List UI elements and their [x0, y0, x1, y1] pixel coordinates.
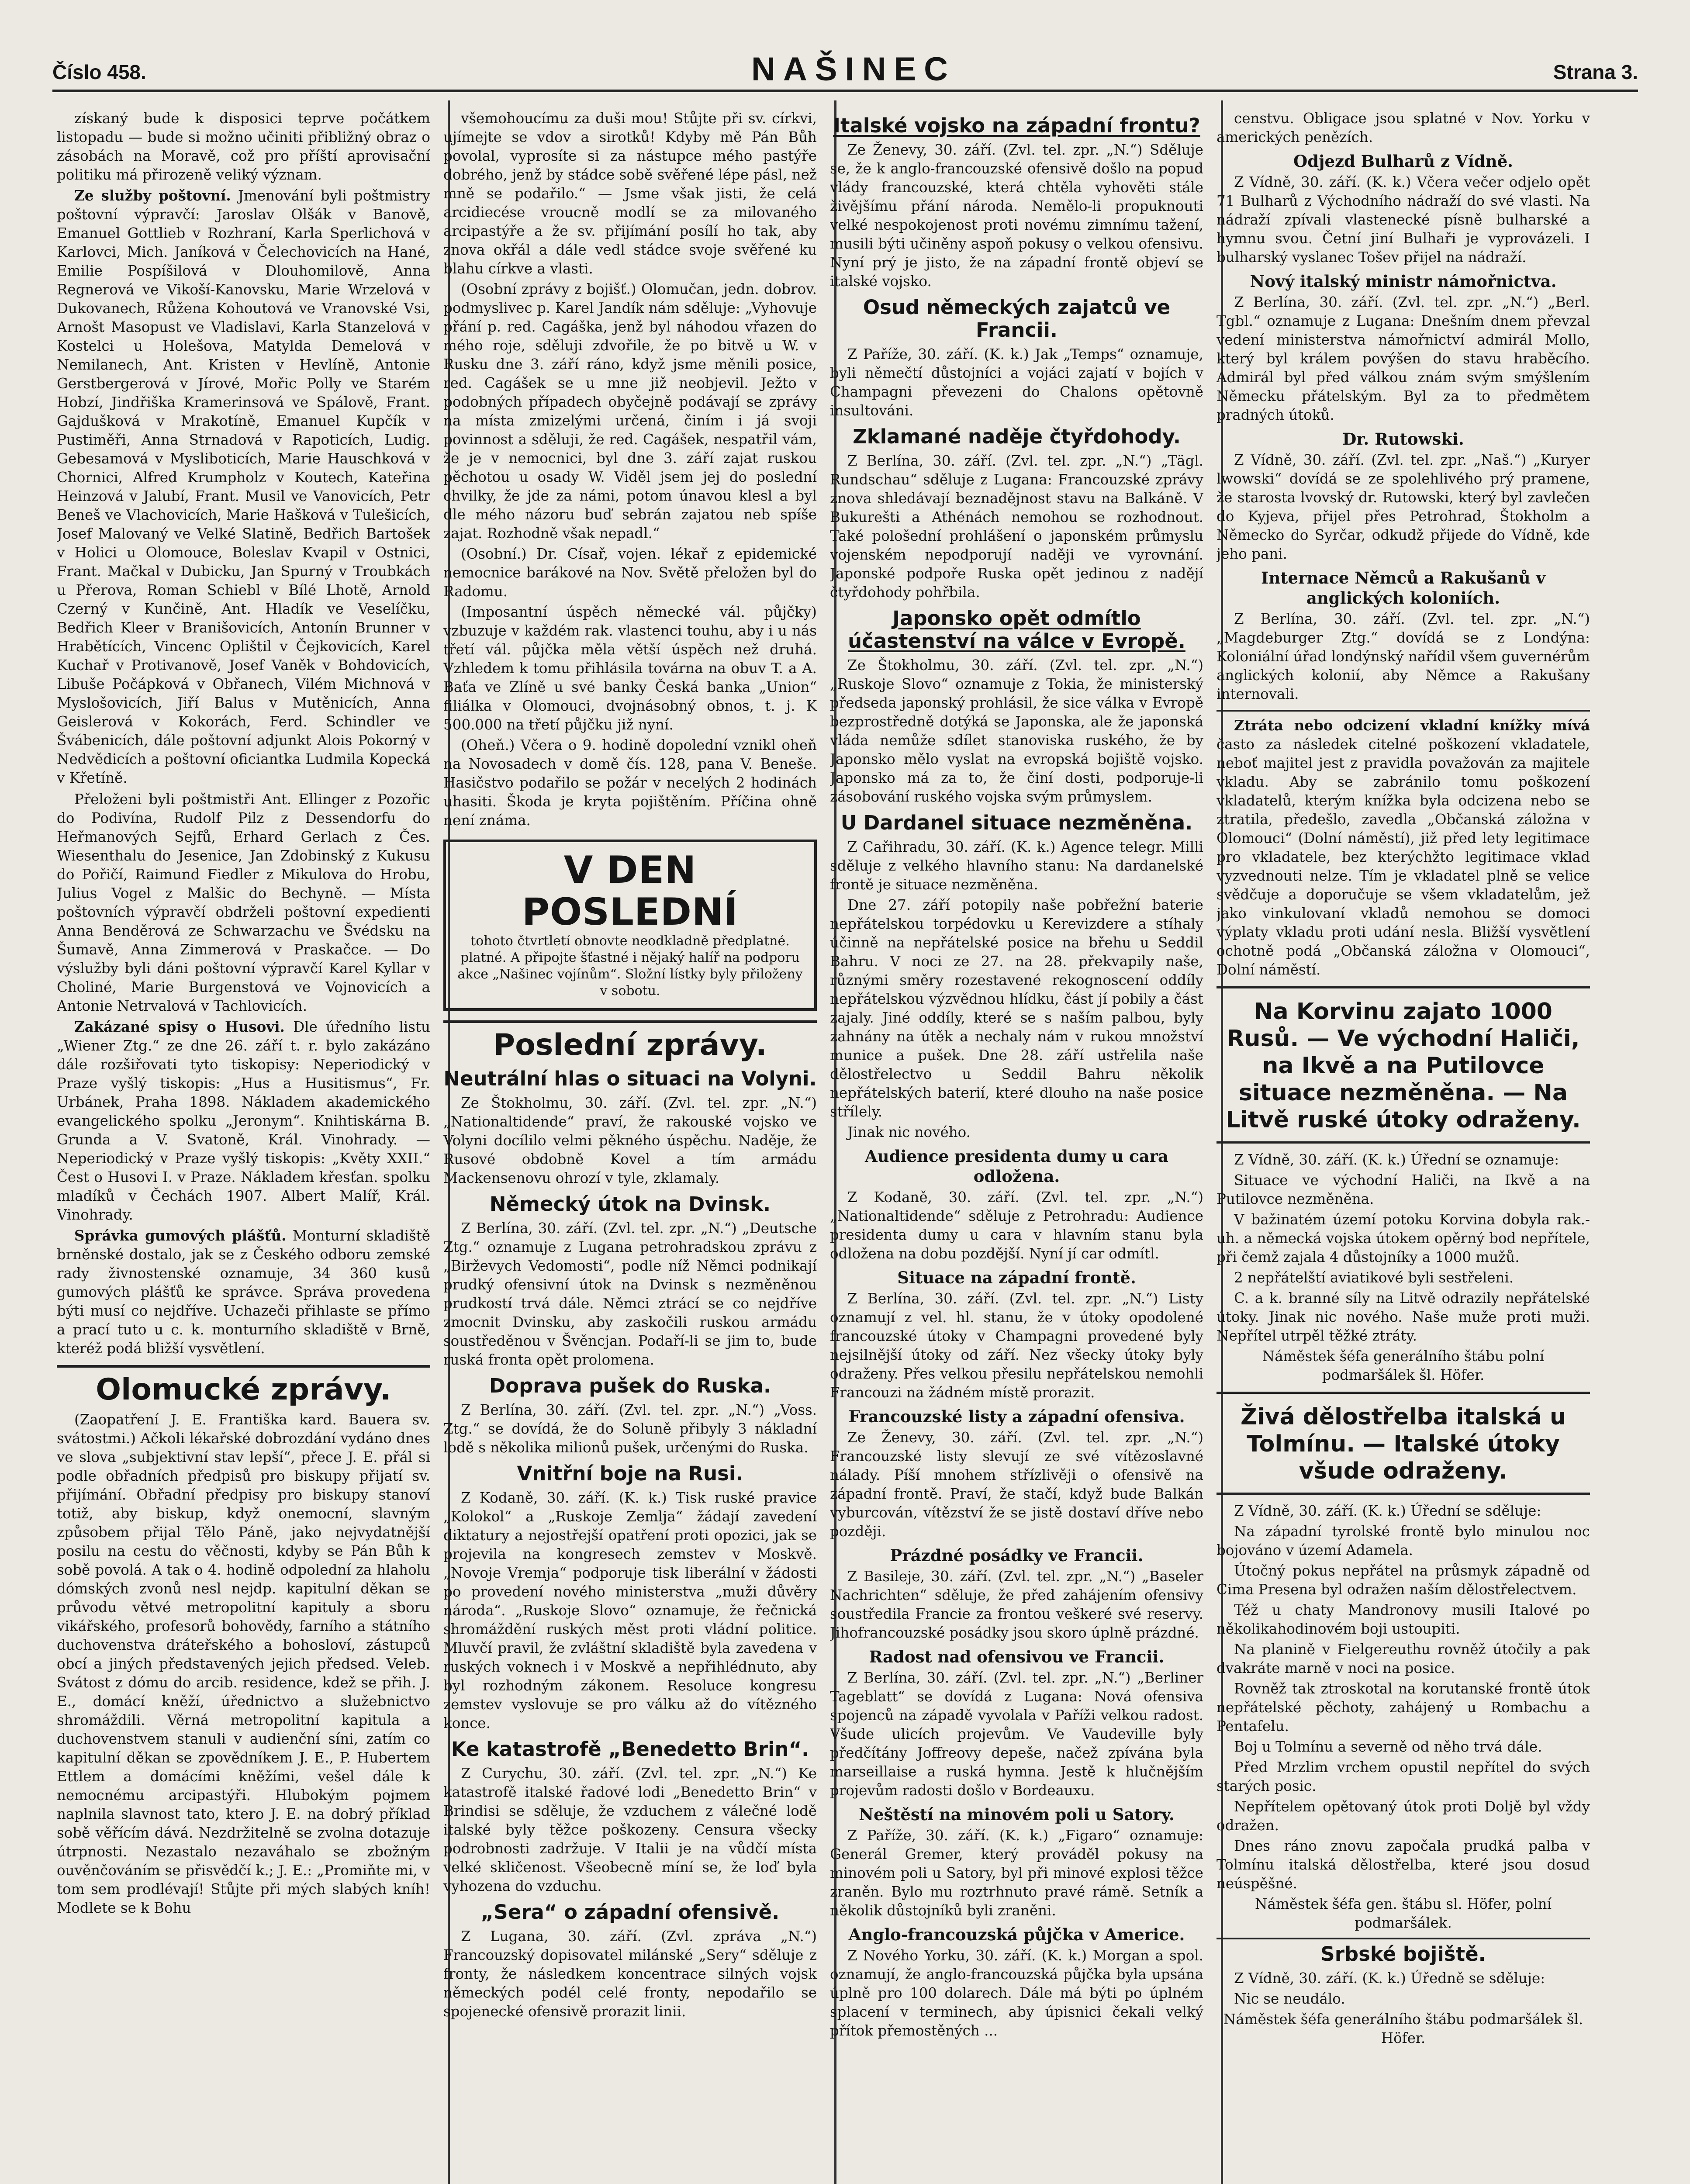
article-paragraph: Z Berlína, 30. září. (Zvl. tel. zpr. „N.“) „Berliner Tageblatt“ se dovídá z Lugana: Nová ofensiva spojenců na západě vyvolala v Paříži velkou radost. Všude ulicích projevům. Ve Vaudeville byly předčítány Joffreovy depeše, načež zpívána byla marseillaise a ruská hymna. Jestě k hlučnějším projevům radosti došlo v Bordeauxu. — [830, 1669, 1203, 1799]
article-headline: Internace Němců a Rakušanů v anglických koloniích. — [1261, 568, 1545, 608]
article-text: často za následek citelné poškození vkladatele, neboť majitel jest z pravidla považován za majitele vkladu. Aby se zabránilo tomu poškození vkladatelů, kterým knížka byla odcizena nebo se ztratila, předešlo, zavedla „Občanská záložna v Olomouci“ (Dolní náměstí), již před lety legitimace pro vkladatele, bez kterýchžto legitimace vklad vyzvednouti nelze. Tím je vkladatel plně se velice svědčuje a doporučuje se všem vkladatelům, jež jako vinkulovaní vkladů nemohou se domoci výplaty vkladu proti udání nesla. Bližší vysvětlení ochotně podá „Občanská záložna v Olomouci“, Dolní náměstí. — [1217, 736, 1590, 978]
article-paragraph: Ze Štokholmu, 30. září. (Zvl. tel. zpr. „N.“) „Ruskoje Slovo“ oznamuje z Tokia, že ministerský předseda japonský prohlásil, že sice válka v Evropě bezprostředně dotýká se Japonska, ale že japonská vláda nemůže sdílet stanoviska ruského, že by Japonsko mělo vyslat na evropská bojiště vojsko. Japonsko má za to, že činí dosti, podporuje-li zásobování ruského vojska svým průmyslem. — [830, 657, 1203, 805]
article-headline: U Dardanel situace nezměněna. — [840, 811, 1193, 834]
article-paragraph: Z Vídně, 30. září. (Zvl. tel. zpr. „Naš.“) „Kuryer lwowski“ dovídá se ze spolehlivého prý pramene, že starosta lvovský dr. Rutowski, který byl zavlečen do Kyjeva, přijel přes Petrohrad, Štokholm a Německo do Syrčar, odkudž přijede do Vídně, kde jeho pani. — [1217, 452, 1590, 562]
article-headline: Doprava pušek do Ruska. — [489, 1374, 771, 1397]
article-paragraph: Též u chaty Mandronovy musili Italové po několikahodinovém boji ustoupiti. — [1217, 1602, 1590, 1637]
article-paragraph: Ze Ženevy, 30. září. (Zvl. tel. zpr. „N.“) Sděluje se, že k anglo-francouzské ofensivě došlo na popud vlády francouzské, která chtěla vyhověti stále živějšímu přání národa. Nemělo-li propuknouti velké nespokojenost proti novému zimnímu tažení, musili býti učiněny aspoň pokusy o velkou ofensivu. Nyní prý je jisto, že na západní frontě objeví se italské vojsko. — [830, 142, 1203, 290]
article-headline: Neutrální hlas o situaci na Volyni. — [443, 1067, 817, 1090]
article-paragraph: Dnes ráno znovu započala prudká palba v Tolmínu italská dělostřelba, které jsou dosud neúspěšné. — [1217, 1838, 1590, 1892]
article-paragraph — [57, 186, 430, 788]
article-headline: Dr. Rutowski. — [1342, 429, 1464, 449]
article-paragraph: Ze Štokholmu, 30. září. (Zvl. tel. zpr. „N.“) „Nationaltidende“ praví, že rakouské vojsko ve Volyni docílilo velmi pěkného úspěchu. Naděje, že Rusové obdobně Kovel a tím armádu Mackensenovu ohrozí v tyle, zklamaly. — [443, 1095, 817, 1186]
article-paragraph — [1217, 710, 1590, 979]
article-paragraph: Z Cařihradu, 30. září. (K. k.) Agence telegr. Milli sděluje z velkého hlavního stanu: Na dardanelské frontě je situace nezměněna. — [830, 839, 1203, 893]
article-paragraph: Náměstek šéfa gen. štábu sl. Höfer, polní podmaršálek. — [1255, 1896, 1552, 1931]
article-paragraph: Z Vídně, 30. září. (K. k.) Úřední se oznamuje: — [1234, 1151, 1559, 1168]
column-1 — [57, 109, 430, 2184]
article-lead: Zakázané spisy o Husovi. — [74, 1018, 285, 1035]
article-paragraph: Z Kodaně, 30. září. (Zvl. tel. zpr. „N.“) „Nationaltidende“ sděluje z Petrohradu: Audience presidenta dumy u cara v hlavním stanu byla odložena na dobu pozdější. Nyní jí car odmítl. — [830, 1189, 1203, 1262]
article-paragraph: Z Basileje, 30. září. (Zvl. tel. zpr. „N.“) „Baseler Nachrichten“ sděluje, že před zahájením ofensivy soustředila Francie za frontou veškeré své reservy. Jihofrancouzské posádky jsou skoro úplně prázdné. — [830, 1568, 1203, 1641]
article-text: Dle úředního listu „Wiener Ztg.“ ze dne 26. září t. r. bylo zakázáno dále rozšiřovati tyto tiskopisy: Neperiodický v Praze vyšlý tiskopis: „Hus a Husitismus“, Fr. Urbánek, Praha 1898. Nákladem akademického evangelického spolku „Jeronym“. Knihtiskárna B. Grunda a V. Svatoně, Král. Vinohrady. — Neperiodický v Praze vyšlý tiskopis: „Květy XXII.“ Čest o Husovi I. v Praze. Nákladem křesťan. spolku mladíků v Čechách 1907. Albert Malíř, Král. Vinohrady. — [57, 1019, 430, 1223]
article-text: Jmenování byli poštmistry poštovní výpravčí: Jaroslav Olšák v Banově, Emanuel Gottlieb v Rozhraní, Karla Sperlichová v Karlovci, Mich. Janíková v Čelechovicích na Hané, Emilie Pospíšilová v Dlouhomilově, Anna Regnerová ve Vikoší-Kanovsku, Marie Wrzelová v Dukovanech, Růžena Kohoutová ve Vranovské Vsi, Arnošt Masopust ve Vladislavi, Karla Stanzelová v Kostelci u Holešova, Matylda Demelová v Nemilanech, Ant. Kristen v Hevlíně, Antonie Gerstbergerová v Jírové, Mořic Polly ve Starém Hobzí, Jindřiška Kramerinsová ve Spálově, Frant. Gajdušková v Mrakotíně, Emanuel Kupčík v Pustiměři, Anna Strnadová v Rapoticích, Ludig. Gebesamová v Mysliboticích, Marie Hauschková v Chornici, Alfred Krumpholz v Koutech, Kateřina Heinzová v Jalubí, Frant. Musil ve Vanovicích, Petr Beneš ve Vlachovicích, Marie Hašková v Tulešicích, Josef Malovaný ve Velké Slatině, Bedřich Bartošek v Holici u Olomouce, Boleslav Kvapil v Ostnici, Frant. Mačkal v Dubicku, Jan Spurný v Troubkách u Přerova, Roman Schiebl v Bílé Lhotě, Arnold Czerný v Kunčině, Ant. Hladík ve Veselíčku, Bedřich Kleer v Branišovicích, Antonín Brunner v Hrabětících, Vincenc Oplištil v Čejkovicích, Karel Kuchař v Protivanově, Josef Vaněk v Bohdovicích, Libuše Počápková v Obřanech, Vilém Michnová v Myslošovicích, Jiří Balus v Mutěnicích, Anna Geislerová v Kokorách, Ferd. Schindler ve Švábenicích, dále poštovní adjunkt Alois Pokorný v Nedvědicích a poštovní oficiantka Ludmila Kopecká v Křetíně. — [57, 187, 430, 786]
article-paragraph: Na západní tyrolské frontě bylo minulou noc bojováno v území Adamela. — [1217, 1523, 1590, 1559]
article-headline: Zklamané naděje čtyřdohody. — [853, 425, 1181, 448]
article-paragraph: Z Nového Yorku, 30. září. (K. k.) Morgan a spol. oznamují, že anglo-francouzská půjčka byla upsána úplně pro 100 dolarech. Dále má býti po úplném splacení v terminech, aby úpisnici čekali velký přítok přemostěných ... — [830, 1947, 1203, 2039]
article-text: Monturní skladiště brněnské dostalo, jak se z Českého odboru zemské rady živnostenské oznamuje, 34 360 kusů gumových plášťů ke správce. Správa provedena býti musí co nejdříve. Uchazeči přihlaste se přímo a prací tuto u c. k. monturního skladiště v Brně, kteréž podá bližší vysvětlení. — [57, 1227, 430, 1357]
article-paragraph: Jinak nic nového. — [847, 1124, 971, 1140]
page-header — [52, 48, 1638, 92]
article-paragraph: Z Berlína, 30. září. (Zvl. tel. zpr. „N.“) „Tägl. Rundschau“ sděluje z Lugana: Francouzské zprávy znova shledávají beznadějnost stavu na Balkáně. V Bukurešti a Athénách nemohou se rozhodnout. Také pološední prohlášení o japonském průmyslu vojenském nepodporují naději ve vyrovnání. Japonské podpoře Ruska opět jedinou z nadějí čtyřdohody pohřbila. — [830, 453, 1203, 601]
article-paragraph: Z Vídně, 30. září. (K. k.) Úředně se sděluje: — [1234, 1970, 1545, 1987]
article-headline: Italské vojsko na západní frontu? — [833, 114, 1200, 137]
article-paragraph: získaný bude k disposici teprve počátkem listopadu — bude si možno učiniti přibližný obraz o zásobách na Moravě, což pro příští aprovisační politiku má přirozeně veliký význam. — [57, 110, 430, 183]
article-paragraph: Z Kodaně, 30. září. (K. k.) Tisk ruské pravice „Kolokol“ a „Ruskoje Zemlja“ žádají zavedení diktatury a nejostřejší opatření proti opozici, jak se projevila na kongresech zemstev v Moskvě. „Novoje Vremja“ podporuje tisk liberální v žádosti po provedení nového ministerstva „muži důvěry národa“. „Ruskoje Slovo“ oznamuje, že řečnická shromáždění ruských měst proti vládní politice. Mluvčí pravil, že zvláštní skladiště byla zavedena v ruských voknech i v Moskvě a nepřihlédnuto, aby byl rozhodným zákonem. Resoluce kongresu zemstev vyslovuje se pro válku až do vítězného konce. — [443, 1489, 817, 1731]
article-paragraph: Z Berlína, 30. září. (Zvl. tel. zpr. „N.“) „Deutsche Ztg.“ oznamuje z Lugana petrohradskou zprávu z „Birževych Vedomosti“, podle níž Němci podnikají prudký ofensivní útok na Dvinsk s nezměněnou prudkostí trvá dále. Němci ztrácí se co nejdříve zmocnit Dvinsku, aby zaskočili ruskou armádu soustředěnou v Švěncjan. Podaří-li se jim to, bude ruská fronta opět prolomena. — [443, 1220, 817, 1368]
column-2 — [443, 109, 817, 2184]
article-paragraph — [57, 1017, 430, 1224]
subscription-notice-box — [443, 840, 817, 1011]
column-3 — [830, 109, 1203, 2184]
article-headline: Francouzské listy a západní ofensiva. — [848, 1407, 1185, 1426]
issue-number: Číslo 458. — [52, 61, 146, 83]
article-paragraph: Ze Ženevy, 30. září. (Zvl. tel. zpr. „N.“) Francouzské listy slevují ze své vítězoslavné nálady. Píší mnohem střízlivěji o ofensivě na západní frontě. Praví, že stačí, když bude Balkán vyburcován, vítězství že se jistě dostaví dříve nebo později. — [830, 1429, 1203, 1540]
notice-title: V DEN POSLEDNÍ — [522, 848, 738, 934]
article-paragraph: Náměstek šéfa generálního štábu podmaršálek šl. Höfer. — [1223, 2011, 1583, 2046]
article-paragraph: Z Lugana, 30. září. (Zvl. zpráva „N.“) Francouzský dopisovatel milánské „Sery“ sděluje z fronty, že následkem koncentrace silných vojsk německých podél celé fronty, nepodařilo se spojenecké ofensivě prorazit linii. — [443, 1928, 817, 2020]
article-paragraph: (Osobní zprávy z bojišť.) Olomučan, jedn. dobrov. podmyslivec p. Karel Jandík nám sděluje: „Vyhovuje přání p. red. Cagáška, jenž byl náhodou vřazen do mého roje, sděluji zdvořile, že po bitvě u W. v Rusku dne 3. září ráno, když jsme měnili posice, red. Cagášek se u mne již neobjevil. Ježto v podobných případech obyčejně podávají se zprávy na místa zmizelými určená, činím i já svoji povinnost a sděluji, že red. Cagášek, nespatřil vám, že je v nemocnici, byl dne 3. září zajat ruskou pěchotou u osady W. Viděl jsem jej do poslední chvilky, že jde za námi, potom únavou klesl a byl dle mého názoru buď sebrán zajatou neb spíše zajat. Rozhodně však nepadl.“ — [443, 281, 817, 542]
article-lead: Správka gumových plášťů. — [74, 1227, 287, 1244]
article-headline: Situace na západní frontě. — [897, 1268, 1136, 1287]
article-paragraph: Náměstek šéfa generálního štábu polní podmaršálek šl. Höfer. — [1262, 1348, 1545, 1383]
article-paragraph: censtvu. Obligace jsou splatné v Nov. Yorku v amerických penězích. — [1217, 110, 1590, 145]
article-paragraph: Dne 27. září potopily naše pobřežní baterie nepřátelskou torpédovku u Kerevizdere a stíhaly účinně na nepřátelské posice na břehu u Seddil Bahru. V noci ze 27. na 28. překvapily naše, různými směry rozestavené rekognoscení oddíly nepřátelskou výzvědnou hlídku, část jí pobily a část zajaly. Jiné oddíly, které se s naším palbou, byly zahnány na útěk a nechaly nám v rukou množství munice a pušek. Dne 28. září ustřelila naše dělostřelectvo u Seddil Bahru několik nepřátelských baterií, které dlouho na naše posice střílely. — [830, 897, 1203, 1120]
article-paragraph: Z Paříže, 30. září. (K. k.) Jak „Temps“ oznamuje, byli němečtí důstojníci a vojáci zajatí v bojích v Champagni převezeni do Chalons opětovně insultováni. — [830, 346, 1203, 419]
article-headline: Odjezd Bulharů z Vídně. — [1293, 152, 1514, 171]
article-paragraph: C. a k. branné síly na Litvě odrazily nepřátelské útoky. Jinak nic nového. Naše muže proti muži. Nepřítel utrpěl těžké ztráty. — [1217, 1290, 1590, 1344]
article-lead: Ze služby poštovní. — [74, 187, 231, 204]
article-paragraph: Nic se neudálo. — [1234, 1990, 1345, 2007]
article-paragraph: Na planině v Fielgereuthu rovněž útočily a pak dvakráte marně v noci na posice. — [1217, 1641, 1590, 1676]
article-paragraph: (Osobní.) Dr. Císař, vojen. lékař z epidemické nemocnice barákové na Nov. Světě přeložen byl do Radomu. — [443, 546, 817, 600]
article-headline: Audience presidenta dumy u cara odložena. — [864, 1147, 1169, 1186]
article-headline: Anglo-francouzská půjčka v Americe. — [848, 1925, 1185, 1944]
article-headline: Prázdné posádky ve Francii. — [890, 1546, 1144, 1565]
article-paragraph: Z Berlína, 30. září. (Zvl. tel. zpr. „N.“) „Voss. Ztg.“ se dovídá, že do Soluně přibyly 3 nákladní lodě s několika milionů pušek, určenými do Ruska. — [443, 1402, 817, 1456]
section-heading: Poslední zprávy. — [443, 1020, 817, 1062]
article-paragraph: (Imposantní úspěch německé vál. půjčky) vzbuzuje v každém rak. vlastenci touhu, aby i u nás třetí vál. půjčka měla větší úspěch než druhá. Vzhledem k tomu přihlásila továrna na obuv T. a A. Baťa ve Zlíně u své banky Česká banka „Union“ filiálka v Olomouci, dvojnásobný obnos, t. j. K 500.000 na třetí půjčku již nyní. — [443, 604, 817, 733]
masthead-title: NAŠINEC — [751, 51, 956, 88]
article-paragraph: Rovněž tak ztroskotal na korutanské frontě útok nepřátelské pěchoty, zahájený u Rombachu a Pentafelu. — [1217, 1680, 1590, 1735]
article-headline: Na Korvinu zajato 1000 Rusů. — Ve východní Haliči, na Ikvě a na Putilovce situace nezměněna. — Na Litvě ruské útoky odraženy. — [1226, 999, 1581, 1133]
article-paragraph: Útočný pokus nepřátel na průsmyk západně od Cima Presena byl odražen naším dělostřelectvem. — [1217, 1562, 1590, 1598]
article-headline: Nový italský ministr námořnictva. — [1250, 272, 1557, 291]
headline-frame — [1217, 986, 1590, 1144]
article-paragraph — [57, 1226, 430, 1358]
article-paragraph: Boj u Tolmínu a severně od něho trvá dále. — [1234, 1738, 1542, 1755]
column-4 — [1217, 109, 1590, 2184]
article-paragraph: Z Berlína, 30. září. (Zvl. tel. zpr. „N.“) Listy oznamují z vel. hl. stanu, že v útoky opodolené francouzské útoky v Champagni provedené byly nejsilnější útoky od září. Nez všecky útoky byly odraženy. Přes velkou přesilu nepřátelskou nemohli Francouzi na žádném místě prorazit. — [830, 1290, 1203, 1401]
article-paragraph: V bažinatém území potoku Korvina dobyla rak.-uh. a německá vojska útokem opěrný bod nepřítele, při čemž zajala 4 důstojníky a 1000 mužů. — [1217, 1211, 1590, 1265]
article-paragraph: Z Berlína, 30. září. (Zvl. tel. zpr. „N.“) „Magdeburger Ztg.“ dovídá se z Londýna: Koloniální úřad londýnský nařídil všem guvernérům anglických kolonií, aby Němce a Rakušany internovali. — [1217, 611, 1590, 702]
article-paragraph: Situace ve východní Haliči, na Ikvě a na Putilovce nezměněna. — [1217, 1172, 1590, 1207]
page-number: Strana 3. — [1553, 61, 1638, 83]
article-headline: Vnitřní boje na Rusi. — [517, 1462, 743, 1485]
article-lead: Ztráta nebo odcizení vkladní knížky mívá — [1234, 717, 1590, 734]
article-paragraph: Z Vídně, 30. září. (K. k.) Včera večer odjelo opět 71 Bulharů z Východního nádraží do své vlasti. Na nádraží zpívali vlastenecké písně bulharské a hymnu svou. Četní jiní Bulhaři je vyprovázeli. I bulharský vyslanec Tošev přijel na nádraží. — [1217, 174, 1590, 266]
notice-text-top: tohoto čtvrtletí obnovte neodkladně předplatné. — [470, 933, 790, 949]
notice-text: platné. A připojte šťastné i nějaký halíř na podporu akce „Našinec vojínům“. Složní lístky byly přiloženy v sobotu. — [457, 950, 803, 999]
article-paragraph: Z Berlína, 30. září. (Zvl. tel. zpr. „N.“) „Berl. Tgbl.“ oznamuje z Lugana: Dnešním dnem převzal vedení ministerstva námořnictví admirál Mollo, který byl králem povýšen do stavu hraběcího. Admirál byl před válkou znám svým smýšlením Německu přátelským. Byl za to předmětem pradných útoků. — [1217, 294, 1590, 423]
article-headline: „Sera“ o západní ofensivě. — [480, 1901, 780, 1924]
section-heading: Olomucké zprávy. — [57, 1365, 430, 1407]
article-headline: Japonsko opět odmítlo účastenství na válce v Evropě. — [848, 607, 1185, 653]
article-paragraph: Z Curychu, 30. září. (Zvl. tel. zpr. „N.“) Ke katastrofě italské řadové lodi „Benedetto Brin“ v Brindisi se sděluje, že vzduchem z válečné lodě italské byly těžce poškozeny. Censura všecky podrobnosti zadržuje. V Italii je na vůdčí místa velké skličenost. Všeobecně míní se, že loď byla vyhozena do vzduchu. — [443, 1765, 817, 1894]
article-headline: Ke katastrofě „Benedetto Brin“. — [451, 1738, 809, 1761]
article-paragraph: všemohoucímu za duši mou! Stůjte při sv. církvi, ujímejte se vdov a sirotků! Kdyby mě Pán Bůh povolal, vyprosíte si za nástupce mého pastýře dobrého, jenž by stádce sobě svěřené lépe pásl, než mně se podařilo.“ — Jsme však jisti, že celá arcidiecése vroucně modlí se za milovaného arcipastýře a že sv. přijímání posílí ho tak, aby znova okřál a dále vedl stádce svoje svěřené ku blahu církve a vlasti. — [443, 110, 817, 277]
article-paragraph: Přeloženi byli poštmistři Ant. Ellinger z Pozořic do Podivína, Rudolf Pilz z Dessendorfu do Heřmanových Sejfů, Erhard Gerlach z Čes. Wiesenthalu do Jesenice, Jan Zdobinský z Kukusu do Pořičí, Raimund Fiedler z Mikulova do Hrobu, Julius Vogel z Malšic do Bechyně. — Místa poštovních výpravčí obdrželi poštovní expedienti Anna Benděrová ze Schwarzachu ve Švédsku na Šumavě, Anna Zimmerová v Praskačce. — Do výslužby byli dáni poštovní výpravčí Karel Kyllar v Choliné, Marie Burgenstová ve Vojnovicích a Antonie Netrvalová v Tachlovicích. — [57, 791, 430, 1014]
article-headline: Německý útok na Dvinsk. — [489, 1192, 771, 1216]
article-headline: Osud německých zajatců ve Francii. — [863, 296, 1171, 342]
headline-frame — [1217, 1392, 1590, 1495]
article-headline: Srbské bojiště. — [1217, 1938, 1590, 1966]
article-paragraph: Z Paříže, 30. září. (K. k.) „Figaro“ oznamuje: Generál Gremer, který prováděl pokusy na minovém poli u Satory, byl při minové explosi těžce zraněn. Bylo mu roztrhnuto pravé rámě. Setník a několik důstojníků byli zraněni. — [830, 1827, 1203, 1919]
article-paragraph: Nepřítelem opětovaný útok proti Doljě byl vždy odražen. — [1217, 1798, 1590, 1834]
article-paragraph: Z Vídně, 30. září. (K. k.) Úřední se sděluje: — [1234, 1503, 1541, 1519]
article-paragraph: 2 nepřátelští aviatikové byli sestřeleni. — [1234, 1269, 1514, 1286]
article-headline: Neštěstí na minovém poli u Satory. — [859, 1805, 1175, 1824]
article-headline: Radost nad ofensivou ve Francii. — [869, 1647, 1165, 1666]
article-paragraph: (Zaopatření J. E. Františka kard. Bauera sv. svátostmi.) Ačkoli lékařské dobrozdání vydáno dnes ve slova „subjektivní stav lepší“, přece J. E. přál si podle obřadních předpisů pro biskupy přijatí sv. přijímání. Obřadní předpisy pro biskupy stanoví totiž, aby biskup, když onemocní, slavným způsobem přijal Tělo Páně, jako nejvydatnější posilu na cestu do věčnosti, kdyby se Pán Bůh k sobě povolá. A tak o 4. hodině odpolední za hlaholu dómských zvonů nesl nejdp. kapitulní děkan se průvodu větvé metropolitní kapituly a sboru vikářského, profesorů bohovědy, farního a státního duchovenstva dráteřského a bohosloví, zástupců obcí a jiných představených jejich předsed. Veleb. Svátost z dómu do arcib. residence, kdež se přih. J. E., domácí kněží, úřednictvo a služebnictvo shromáždili. Věrná metropolitní kapitula a duchovenstvem stanuli v audienční síni, zatím co kapitulní děkan se zpovědníkem J. E., P. Hubertem Ettlem a domácími kněžími, vešel dále k nemocnému arcipastýři. Hlubokým pojmem naplnila slavnost tato, ktero J. E. na dobrý příklad sobě věřícím dává. Nezdržitelně se zvolna dotazuje útrpnosti. Nezastalo nezaváhalo se zbožným ouvěnčováním se přisvědčí k.; J. E.: „Promiňte mi, v tom sem prodlévají! Stůjte při mých slabých kníh! Modlete se k Bohu — [57, 1411, 430, 1916]
article-paragraph: Před Mrzlim vrchem opustil nepřítel do svých starých posic. — [1217, 1759, 1590, 1794]
article-headline: Živá dělostřelba italská u Tolmínu. — Italské útoky všude odraženy. — [1241, 1404, 1566, 1484]
article-paragraph: (Oheň.) Včera o 9. hodině dopolední vznikl oheň na Novosadech v domě čís. 128, pana V. Beneše. Hasičstvo podařilo se požár v necelých 2 hodinách uhasiti. Škoda je kryta pojištěním. Příčina ohně není známa. — [443, 737, 817, 829]
